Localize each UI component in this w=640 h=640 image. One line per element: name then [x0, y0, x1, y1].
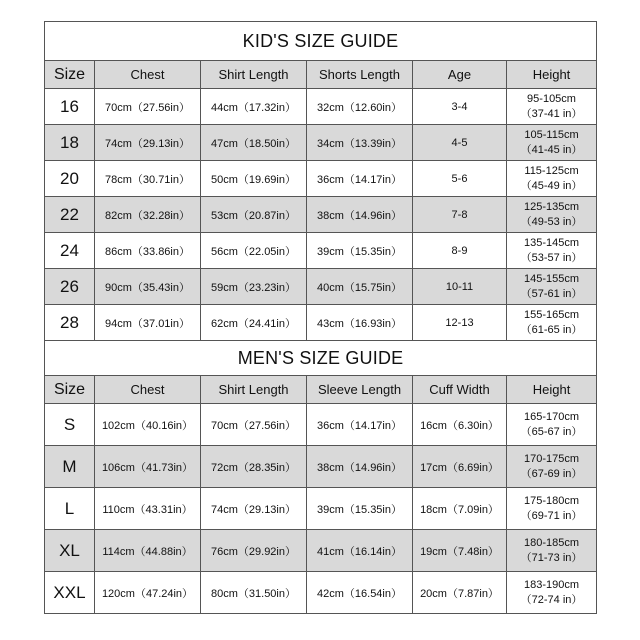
- col-header-height: Height: [507, 376, 597, 404]
- sleeve-length-cell: 39cm（15.35in）: [307, 488, 413, 530]
- cuff-width-cell: 20cm（7.87in）: [413, 572, 507, 614]
- mens-table-title: MEN'S SIZE GUIDE: [45, 341, 597, 376]
- shorts-length-cell: 32cm（12.60in）: [307, 89, 413, 125]
- col-header-shirt-length: Shirt Length: [201, 61, 307, 89]
- shirt-length-cell: 53cm（20.87in）: [201, 197, 307, 233]
- chest-cell: 86cm（33.86in）: [95, 233, 201, 269]
- cuff-width-cell: 18cm（7.09in）: [413, 488, 507, 530]
- mens-size-table: [44, 340, 597, 614]
- shirt-length-cell: 47cm（18.50in）: [201, 125, 307, 161]
- table-row: [45, 404, 597, 446]
- table-row: [45, 161, 597, 197]
- height-in: （57-61 in）: [520, 287, 583, 300]
- height-cell: [507, 530, 597, 572]
- height-in: （67-69 in）: [520, 467, 583, 480]
- col-header-sleeve-length: Sleeve Length: [307, 376, 413, 404]
- shirt-length-cell: 56cm（22.05in）: [201, 233, 307, 269]
- sleeve-length-cell: 42cm（16.54in）: [307, 572, 413, 614]
- size-cell: 26: [45, 269, 95, 305]
- table-row: [45, 572, 597, 614]
- table-row: [45, 125, 597, 161]
- kids-table-title: KID'S SIZE GUIDE: [45, 22, 597, 61]
- sleeve-length-cell: 38cm（14.96in）: [307, 446, 413, 488]
- shirt-length-cell: 44cm（17.32in）: [201, 89, 307, 125]
- col-header-shirt-length: Shirt Length: [201, 376, 307, 404]
- age-cell: 5-6: [413, 161, 507, 197]
- size-cell: 18: [45, 125, 95, 161]
- height-cm: 183-190cm: [524, 578, 580, 591]
- cuff-width-cell: 17cm（6.69in）: [413, 446, 507, 488]
- height-cell: [507, 161, 597, 197]
- shirt-length-cell: 80cm（31.50in）: [201, 572, 307, 614]
- height-in: （61-65 in）: [520, 323, 583, 336]
- height-in: （71-73 in）: [520, 551, 583, 564]
- height-in: （53-57 in）: [520, 251, 583, 264]
- height-in: （37-41 in）: [520, 107, 583, 120]
- shirt-length-cell: 59cm（23.23in）: [201, 269, 307, 305]
- kids-header-row: [45, 61, 597, 89]
- chest-cell: 90cm（35.43in）: [95, 269, 201, 305]
- size-cell: L: [45, 488, 95, 530]
- height-cm: 105-115cm: [524, 128, 579, 141]
- size-cell: 16: [45, 89, 95, 125]
- col-header-cuff-width: Cuff Width: [413, 376, 507, 404]
- cuff-width-cell: 16cm（6.30in）: [413, 404, 507, 446]
- table-row: [45, 233, 597, 269]
- shirt-length-cell: 76cm（29.92in）: [201, 530, 307, 572]
- height-cell: [507, 446, 597, 488]
- age-cell: 12-13: [413, 305, 507, 341]
- shorts-length-cell: 36cm（14.17in）: [307, 161, 413, 197]
- chest-cell: 78cm（30.71in）: [95, 161, 201, 197]
- chest-cell: 70cm（27.56in）: [95, 89, 201, 125]
- shirt-length-cell: 74cm（29.13in）: [201, 488, 307, 530]
- height-cell: [507, 488, 597, 530]
- col-header-age: Age: [413, 61, 507, 89]
- shorts-length-cell: 34cm（13.39in）: [307, 125, 413, 161]
- col-header-size: Size: [45, 61, 95, 89]
- size-cell: M: [45, 446, 95, 488]
- shorts-length-cell: 43cm（16.93in）: [307, 305, 413, 341]
- size-cell: 28: [45, 305, 95, 341]
- col-header-shorts-length: Shorts Length: [307, 61, 413, 89]
- chest-cell: 74cm（29.13in）: [95, 125, 201, 161]
- height-cm: 180-185cm: [524, 536, 580, 549]
- height-in: （69-71 in）: [520, 509, 583, 522]
- size-guide-sheet: [44, 21, 596, 614]
- size-cell: 20: [45, 161, 95, 197]
- height-cell: [507, 305, 597, 341]
- table-row: [45, 530, 597, 572]
- table-row: [45, 488, 597, 530]
- table-row: [45, 446, 597, 488]
- height-cell: [507, 233, 597, 269]
- height-cm: 175-180cm: [524, 494, 580, 507]
- age-cell: 8-9: [413, 233, 507, 269]
- col-header-chest: Chest: [95, 376, 201, 404]
- chest-cell: 94cm（37.01in）: [95, 305, 201, 341]
- age-cell: 4-5: [413, 125, 507, 161]
- height-cm: 155-165cm: [523, 308, 580, 321]
- size-cell: S: [45, 404, 95, 446]
- height-cell: [507, 572, 597, 614]
- size-cell: XL: [45, 530, 95, 572]
- sleeve-length-cell: 41cm（16.14in）: [307, 530, 413, 572]
- table-row: [45, 305, 597, 341]
- chest-cell: 102cm（40.16in）: [95, 404, 201, 446]
- shirt-length-cell: 62cm（24.41in）: [201, 305, 307, 341]
- size-cell: 24: [45, 233, 95, 269]
- mens-header-row: [45, 376, 597, 404]
- height-cm: 115-125cm: [524, 164, 579, 177]
- height-cell: [507, 89, 597, 125]
- height-cell: [507, 197, 597, 233]
- height-in: （49-53 in）: [520, 215, 583, 228]
- shorts-length-cell: 38cm（14.96in）: [307, 197, 413, 233]
- age-cell: 10-11: [413, 269, 507, 305]
- cuff-width-cell: 19cm（7.48in）: [413, 530, 507, 572]
- size-cell: XXL: [45, 572, 95, 614]
- age-cell: 3-4: [413, 89, 507, 125]
- table-row: [45, 89, 597, 125]
- kids-size-table: [44, 21, 597, 341]
- table-row: [45, 197, 597, 233]
- height-in: （45-49 in）: [520, 179, 583, 192]
- age-cell: 7-8: [413, 197, 507, 233]
- height-in: （72-74 in）: [520, 593, 583, 606]
- shorts-length-cell: 40cm（15.75in）: [307, 269, 413, 305]
- height-cm: 125-135cm: [523, 200, 580, 213]
- height-cell: [507, 269, 597, 305]
- height-cell: [507, 125, 597, 161]
- col-header-height: Height: [507, 61, 597, 89]
- height-cm: 135-145cm: [523, 236, 580, 249]
- shirt-length-cell: 50cm（19.69in）: [201, 161, 307, 197]
- height-in: （65-67 in）: [520, 425, 583, 438]
- height-cm: 95-105cm: [527, 92, 576, 105]
- height-cm: 145-155cm: [523, 272, 580, 285]
- chest-cell: 82cm（32.28in）: [95, 197, 201, 233]
- height-in: （41-45 in）: [520, 143, 583, 156]
- col-header-size: Size: [45, 376, 95, 404]
- height-cm: 170-175cm: [524, 452, 580, 465]
- height-cell: [507, 404, 597, 446]
- sleeve-length-cell: 36cm（14.17in）: [307, 404, 413, 446]
- shorts-length-cell: 39cm（15.35in）: [307, 233, 413, 269]
- chest-cell: 110cm（43.31in）: [95, 488, 201, 530]
- col-header-chest: Chest: [95, 61, 201, 89]
- shirt-length-cell: 70cm（27.56in）: [201, 404, 307, 446]
- chest-cell: 120cm（47.24in）: [95, 572, 201, 614]
- table-row: [45, 269, 597, 305]
- chest-cell: 106cm（41.73in）: [95, 446, 201, 488]
- size-cell: 22: [45, 197, 95, 233]
- shirt-length-cell: 72cm（28.35in）: [201, 446, 307, 488]
- height-cm: 165-170cm: [524, 410, 580, 423]
- chest-cell: 114cm（44.88in）: [95, 530, 201, 572]
